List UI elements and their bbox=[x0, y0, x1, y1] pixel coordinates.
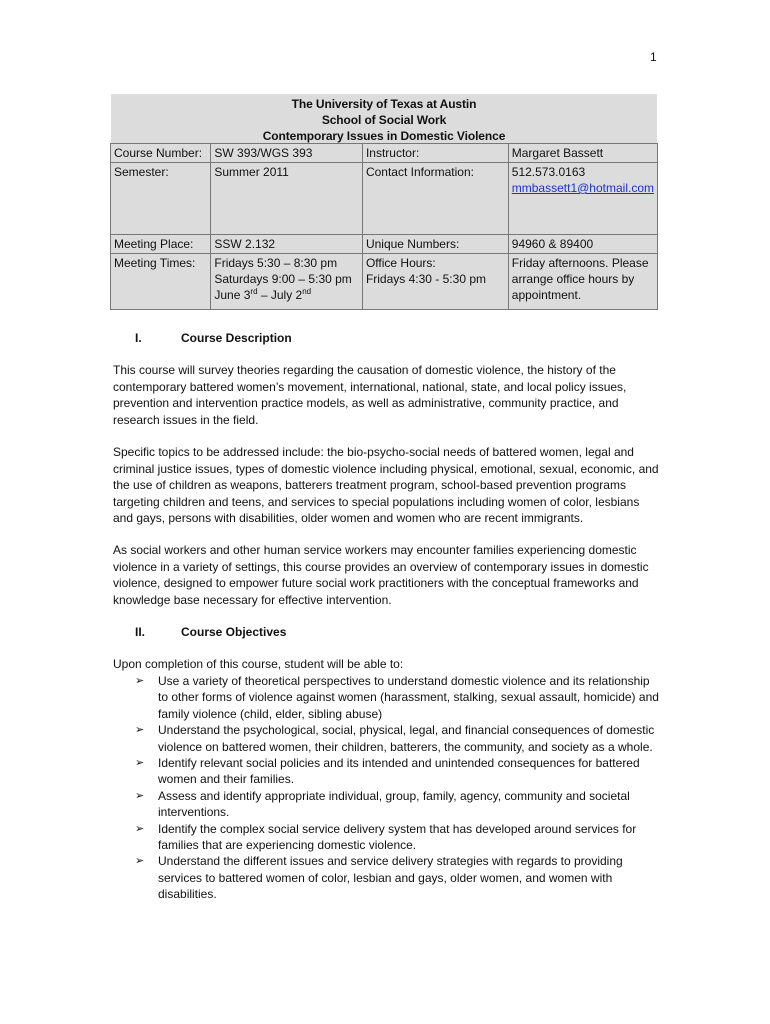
arrow-bullet-icon: ➢ bbox=[135, 724, 145, 737]
instructor-label: Instructor: bbox=[362, 144, 508, 163]
university-name: The University of Texas at Austin bbox=[291, 97, 477, 111]
section-number: I. bbox=[135, 331, 142, 345]
list-item: ➢ Use a variety of theoretical perspectives to understand domestic violence and its relationship to other forms of violence against women (harassment, stalking, sexual assault, homicide) and family violence (child, elder, sibling abuse) bbox=[135, 674, 659, 721]
arrow-bullet-icon: ➢ bbox=[135, 675, 145, 687]
meeting-dates: June 3rd – July 2nd bbox=[214, 287, 312, 302]
table-row bbox=[111, 235, 658, 254]
section-heading-description bbox=[135, 331, 292, 345]
arrow-bullet-icon: ➢ bbox=[135, 789, 145, 802]
list-item: ➢ Identify relevant social policies and its intended and unintended consequences for battered women and their families. bbox=[135, 756, 640, 787]
arrow-bullet-icon: ➢ bbox=[135, 855, 145, 868]
instructor-value: Margaret Bassett bbox=[508, 144, 657, 163]
course-title: Contemporary Issues in Domestic Violence bbox=[262, 129, 506, 143]
contact-label: Contact Information: bbox=[362, 163, 508, 235]
section-title: Course Objectives bbox=[181, 625, 287, 639]
semester-value: Summer 2011 bbox=[211, 163, 363, 235]
meeting-times-line2: Saturdays 9:00 – 5:30 pm bbox=[214, 272, 352, 286]
list-item: ➢ Assess and identify appropriate individual, group, family, agency, community and societal interventions. bbox=[135, 788, 630, 820]
arrow-bullet-icon: ➢ bbox=[135, 822, 145, 835]
course-info-table bbox=[110, 143, 658, 310]
objectives-intro: Upon completion of this course, student will be able to: bbox=[113, 657, 404, 671]
section-number: II. bbox=[135, 625, 146, 639]
section-heading-objectives bbox=[135, 625, 286, 639]
meeting-times-cell bbox=[211, 254, 363, 310]
course-number-value: SW 393/WGS 393 bbox=[211, 144, 363, 163]
meeting-times-line1: Fridays 5:30 – 8:30 pm bbox=[214, 256, 338, 270]
objectives-list bbox=[113, 673, 661, 903]
description-paragraph-1: This course will survey theories regarding the causation of domestic violence, the history of the contemporary battered women’s movement, international, national, state, and local policy issues, prevention and intervention practice models, as well as administrative, community practice, and research issues in the field. bbox=[113, 363, 627, 427]
school-name: School of Social Work bbox=[321, 113, 447, 127]
list-item: ➢ Understand the different issues and service delivery strategies with regards to providing services to battered women of color, lesbian and gays, older women, and women with disabilities. bbox=[135, 854, 623, 902]
page-number: 1 bbox=[650, 50, 657, 64]
meeting-place-label: Meeting Place: bbox=[111, 235, 211, 254]
email-link[interactable]: mmbassett1@hotmail.com bbox=[511, 181, 654, 195]
table-row bbox=[111, 254, 658, 310]
description-paragraph-3: As social workers and other human service workers may encounter families experiencing domestic violence in a variety of settings, this course provides an overview of contemporary issues in domestic violence, designed to empower future social work practitioners with the conceptual frameworks and knowledge base necessary for effective intervention. bbox=[113, 543, 649, 607]
semester-label: Semester: bbox=[111, 163, 211, 235]
meeting-times-label: Meeting Times: bbox=[111, 254, 211, 310]
office-hours-cell bbox=[362, 254, 508, 310]
list-item: ➢ Understand the psychological, social, physical, legal, and financial consequences of domestic violence on battered women, their children, batterers, the community, and society as a whole. bbox=[135, 723, 655, 754]
unique-numbers-value: 94960 & 89400 bbox=[508, 235, 657, 254]
office-hours-note: Friday afternoons. Please arrange office hours by appointment. bbox=[508, 254, 657, 310]
contact-info-cell bbox=[508, 163, 657, 235]
meeting-place-value: SSW 2.132 bbox=[211, 235, 363, 254]
office-hours-value: Fridays 4:30 - 5:30 pm bbox=[365, 272, 486, 286]
course-header bbox=[111, 94, 657, 144]
list-item: ➢ Identify the complex social service delivery system that has developed around services for families that are experiencing domestic violence. bbox=[135, 821, 637, 853]
arrow-bullet-icon: ➢ bbox=[135, 757, 145, 770]
table-row bbox=[111, 163, 658, 235]
section-title: Course Description bbox=[181, 331, 292, 345]
office-hours-label: Office Hours: bbox=[365, 256, 436, 270]
description-paragraph-2: Specific topics to be addressed include: the bio-psycho-social needs of battered women, legal and criminal justice issues, types of domestic violence including physical, emotional, sexual, economic, and the use of children as weapons, batterers treatment program, school-based prevention programs targeting children and teens, and services to special populations including women of color, lesbians and gays, persons with disabilities, older women and women who are recent immigrants. bbox=[113, 445, 659, 526]
course-number-label: Course Number: bbox=[111, 144, 211, 163]
table-row bbox=[111, 144, 658, 163]
contact-phone: 512.573.0163 bbox=[511, 165, 586, 179]
unique-numbers-label: Unique Numbers: bbox=[362, 235, 508, 254]
